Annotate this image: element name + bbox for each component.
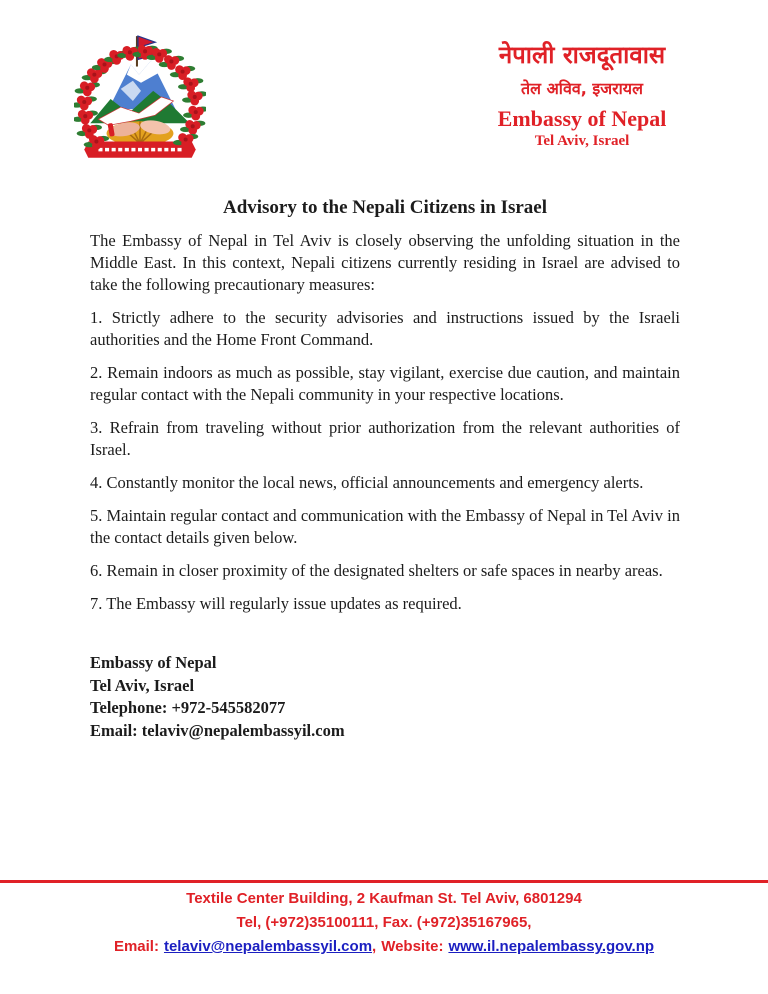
footer-website-label: Website: bbox=[381, 938, 444, 955]
document-body bbox=[90, 197, 680, 742]
advisory-item-5: 5. Maintain regular contact and communication with the Embassy of Nepal in Tel Aviv in the contact details given below. bbox=[90, 506, 680, 547]
contact-telephone: Telephone: +972-545582077 bbox=[90, 698, 286, 717]
nepal-emblem-icon bbox=[74, 28, 206, 175]
footer-website-link[interactable]: www.il.nepalembassy.gov.np bbox=[448, 938, 655, 955]
footer-address: Textile Center Building, 2 Kaufman St. Tel Aviv, 6801294 bbox=[186, 890, 582, 907]
footer-links-line bbox=[0, 935, 768, 959]
advisory-item-7: 7. The Embassy will regularly issue updates as required. bbox=[90, 594, 462, 613]
document-title: Advisory to the Nepali Citizens in Israel bbox=[222, 197, 548, 218]
embassy-name-english: Embassy of Nepal bbox=[497, 106, 667, 131]
letterhead-footer bbox=[0, 880, 768, 959]
contact-email: Email: telaviv@nepalembassyil.com bbox=[90, 720, 345, 740]
contact-location: Tel Aviv, Israel bbox=[90, 675, 195, 695]
footer-separator: , bbox=[372, 938, 377, 955]
contact-name: Embassy of Nepal bbox=[90, 653, 217, 672]
advisory-item-2: 2. Remain indoors as much as possible, stay vigilant, exercise due caution, and maintain regular contact with the Nepali community in your respective locations. bbox=[90, 363, 680, 404]
embassy-logo bbox=[74, 28, 206, 175]
letterhead-text-block bbox=[462, 40, 702, 150]
footer-email-label: Email: bbox=[113, 938, 159, 955]
intro-paragraph: The Embassy of Nepal in Tel Aviv is closely observing the unfolding situation in the Middle East. In this context, Nepali citizens currently residing in Israel are advised to take the following precautionary measures: bbox=[90, 231, 680, 294]
footer-phone-fax: Tel, (+972)35100111, Fax. (+972)35167965, bbox=[236, 914, 532, 931]
embassy-location-nepali: तेल अविव, इजरायल bbox=[521, 79, 643, 98]
advisory-item-3: 3. Refrain from traveling without prior authorization from the relevant authorities of Israel. bbox=[90, 418, 680, 459]
advisory-item-4: 4. Constantly monitor the local news, official announcements and emergency alerts. bbox=[90, 473, 644, 492]
contact-block bbox=[90, 652, 680, 742]
embassy-name-nepali: नेपाली राजदूतावास bbox=[498, 41, 666, 69]
advisory-item-1: 1. Strictly adhere to the security advisories and instructions issued by the Israeli authorities and the Home Front Command. bbox=[90, 308, 680, 349]
embassy-location-english: Tel Aviv, Israel bbox=[534, 133, 630, 149]
advisory-item-6: 6. Remain in closer proximity of the designated shelters or safe spaces in nearby areas. bbox=[90, 561, 663, 580]
footer-email-link[interactable]: telaviv@nepalembassyil.com bbox=[163, 938, 373, 955]
